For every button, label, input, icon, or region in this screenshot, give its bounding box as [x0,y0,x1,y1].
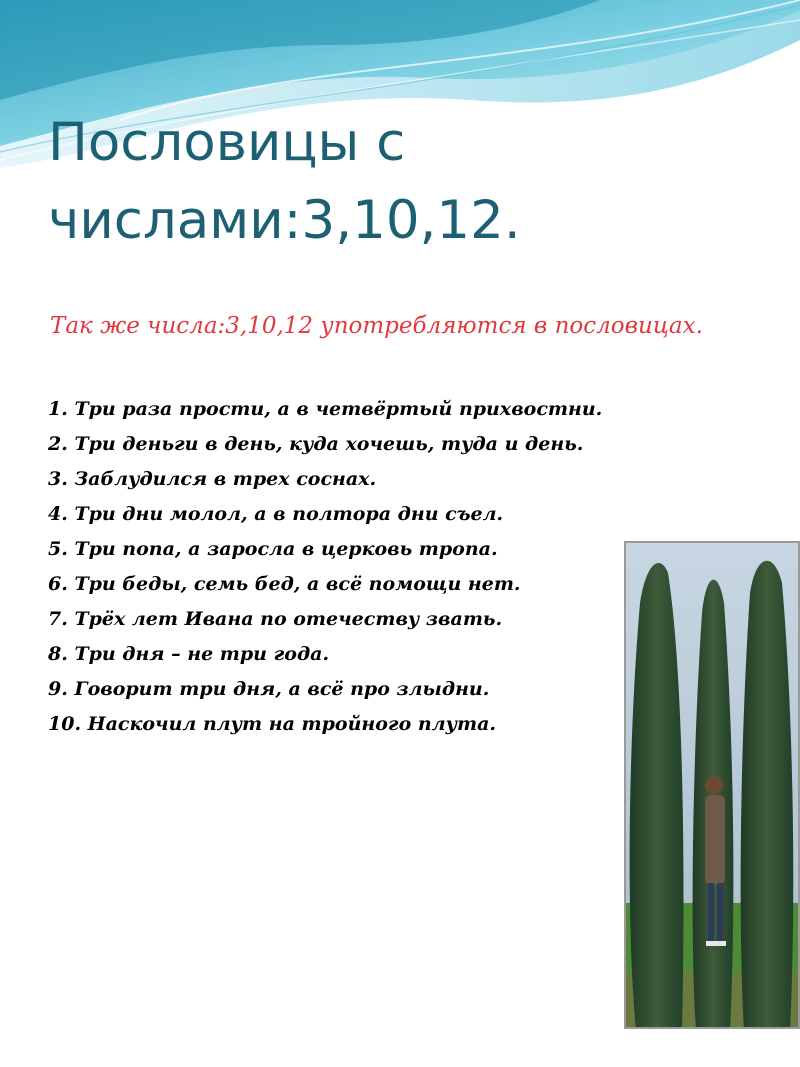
proverb-item: 6. Три беды, семь бед, а всё помощи нет. [48,573,521,595]
intro-text: Так же числа:3,10,12 употребляются в пословицах. [50,313,703,339]
proverb-item: 10. Наскочил плут на тройного плута. [48,713,497,735]
proverb-item: 8. Три дня – не три года. [48,643,330,665]
cypress-photo [624,541,800,1029]
proverb-item: 2. Три деньги в день, куда хочешь, туда и день. [48,433,584,455]
proverb-item: 1. Три раза прости, а в четвёртый прихвостни. [48,398,603,420]
proverb-item: 7. Трёх лет Ивана по отечеству звать. [48,608,503,630]
cypress-photo-image [626,543,800,1029]
proverb-item: 9. Говорит три дня, а всё про злыдни. [48,678,490,700]
proverb-item: 4. Три дни молол, а в полтора дни съел. [48,503,504,525]
title-line-1: Пословицы с [48,112,406,173]
slide-title [48,104,668,260]
proverb-item: 5. Три попа, а заросла в церковь тропа. [48,538,498,560]
title-line-2: числами:3,10,12. [48,190,521,251]
proverb-item: 3. Заблудился в трех соснах. [48,468,377,490]
